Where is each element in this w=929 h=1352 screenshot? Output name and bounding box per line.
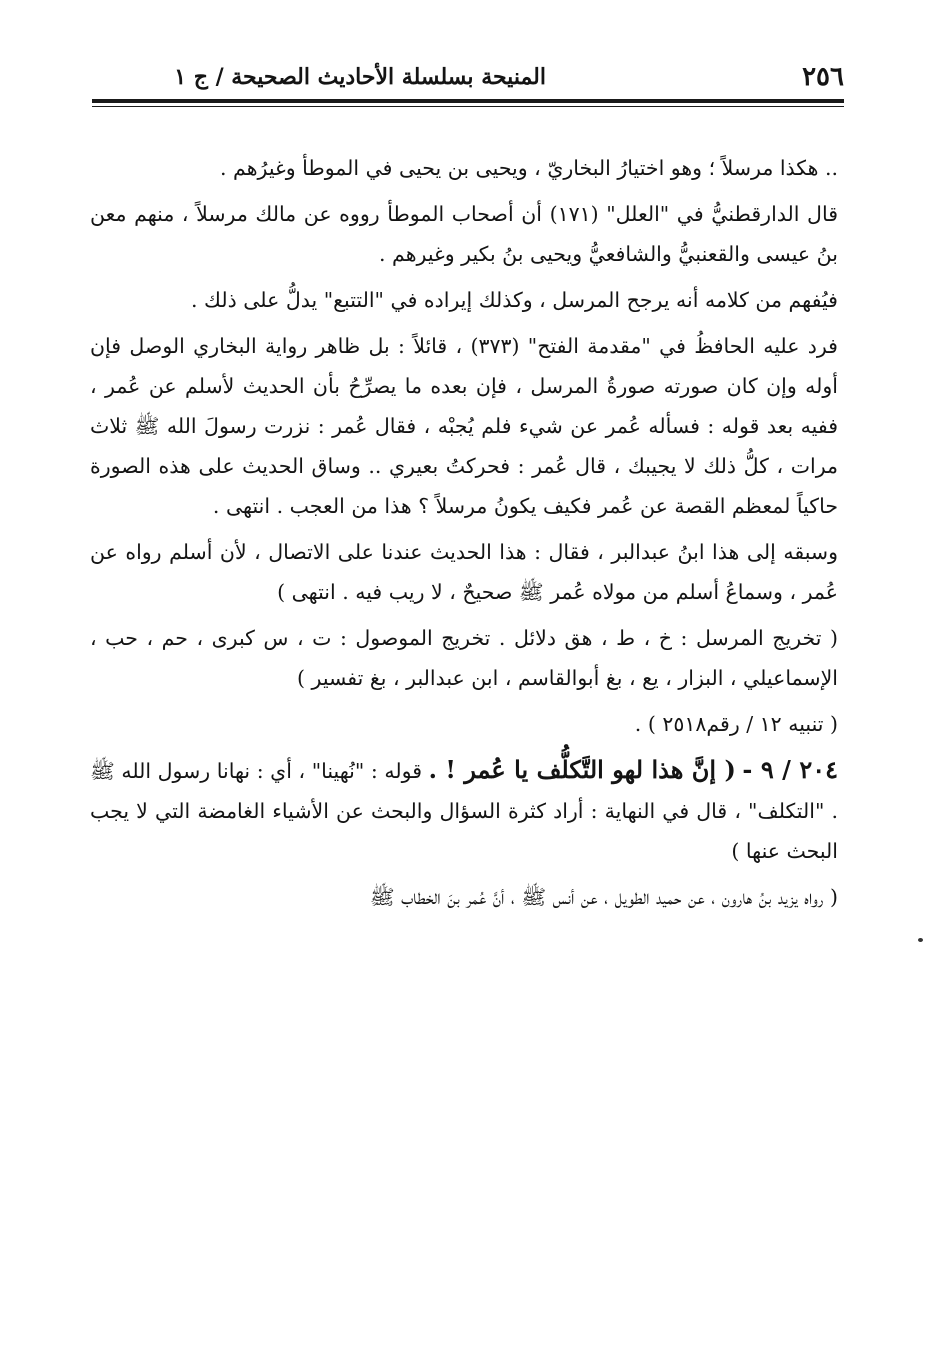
header-rule-thick — [92, 99, 844, 103]
paragraph-3: فيُفهم من كلامه أنه يرجح المرسل ، وكذلك إيراده في "التتبع" يدلُّ على ذلك . — [191, 288, 838, 312]
paragraph-1: .. هكذا مرسلاً ؛ وهو اختيارُ البخاريّ ، ويحيى بن يحيى في الموطأ وغيرُهم . — [220, 156, 838, 180]
running-title: المنيحة بسلسلة الأحاديث الصحيحة / ج ١ — [174, 64, 546, 90]
hadith-title: ( إنَّ هذا لهو التَّكلُّف يا عُمر ! . — [428, 755, 736, 784]
paragraph-5: وسبقه إلى هذا ابنُ عبدالبر ، فقال : هذا الحديث عندنا على الاتصال ، لأن أسلم رواه عن عُمر ، وسماعُ أسلم من مولاه عُمر ﷺ صحيحٌ ، لا ريب فيه . انتهى ) — [90, 540, 838, 604]
page-body — [90, 148, 838, 917]
page-number: ٢٥٦ — [802, 62, 844, 92]
page-header — [92, 58, 844, 98]
hadith-number: ٢٠٤ / ٩ - — [742, 755, 838, 784]
closing-paragraph: ( رواه يزيد بنُ هارون ، عن حميد الطويل ، عن أنس ﷺ ، أنَّ عُمر بنَ الخطاب ﷺ — [369, 885, 838, 909]
paragraph-4: فرد عليه الحافظُ في "مقدمة الفتح" (٣٧٣) ، قائلاً : بل ظاهر رواية البخاري الوصل فإن أوله وإن كان صورته صورةُ المرسل ، فإن بعده ما يصرِّحُ بأن الحديث لأسلم عن عُمر ، ففيه بعد قوله : فسأله عُمر عن شيء فلم يُجبْه ، فقال عُمر : نزرت رسولَ الله ﷺ ثلاث مرات ، كلُّ ذلك لا يجيبك ، قال عُمر : فحركتُ بعيري .. وساق الحديث على هذه الصورة حاكياً لمعظم القصة عن عُمر فكيف يكونُ مرسلاً ؟ هذا من العجب . انتهى . — [90, 334, 838, 518]
hadith-commentary: قوله : "نُهينا" ، أي : نهانا رسول الله ﷺ . "التكلف" ، قال في النهاية : أراد كثرة السؤال والبحث عن الأشياء الغامضة التي لا يجب البحث عنها ) — [90, 759, 838, 863]
paragraph-7: ( تنبيه ١٢ / رقم٢٥١٨ ) . — [634, 712, 838, 736]
scan-speck — [918, 938, 923, 942]
paragraph-2: قال الدارقطنيُّ في "العلل" (١٧١) أن أصحاب الموطأ رووه عن مالك مرسلاً ، منهم معن بنُ عيسى والقعنبيُّ والشافعيُّ ويحيى بنُ بكير وغيرهم . — [90, 202, 839, 266]
header-rule-thin — [92, 106, 844, 107]
hadith-entry — [90, 750, 838, 871]
paragraph-6: ( تخريج المرسل : خ ، ط ، هق دلائل . تخريج الموصول : ت ، س كبرى ، حم ، حب ، الإسماعيلي ، البزار ، يع ، بغ أبوالقاسم ، ابن عبدالبر ، بغ تفسير ) — [90, 626, 838, 690]
